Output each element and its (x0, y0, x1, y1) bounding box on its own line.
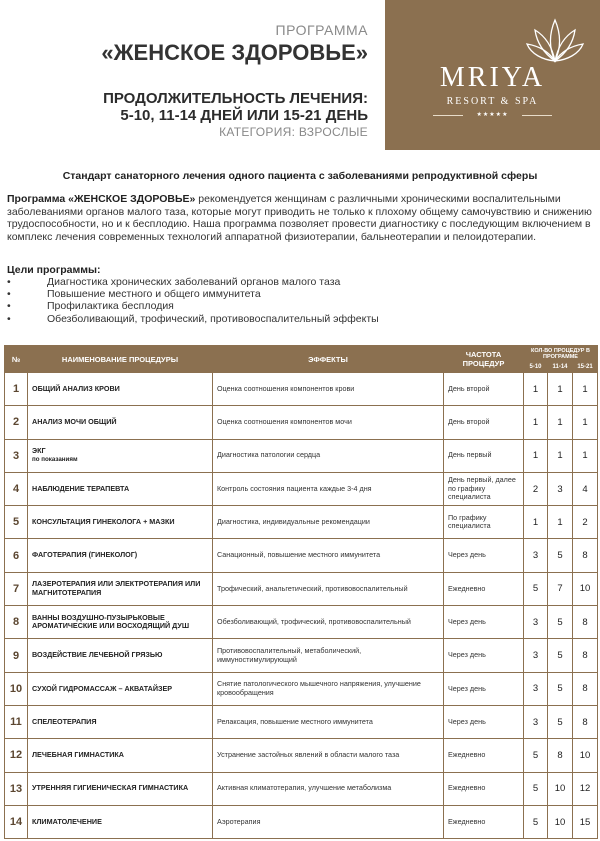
count-5-10: 1 (524, 373, 548, 406)
procedure-frequency: День второй (444, 406, 524, 439)
intro-text: рекомендуется женщинам с различными хроническими воспалительными заболеваниями органов малого таза, которые могут приводить не только к плохому общему самочувствию и снижению трудоспособности, но и к бесплодию. Наша программа позволяет провести диагностику с последующим включением в комплекс лечения современных технологий аппаратной физиотерапии, бальнеотерапии и пелоидотерапии. (7, 193, 592, 243)
count-5-10: 5 (524, 572, 548, 605)
procedure-name-cell (28, 606, 213, 639)
count-11-14: 1 (548, 439, 573, 472)
table-row (5, 672, 598, 705)
row-number: 12 (5, 739, 28, 772)
goal-item: • Обезболивающий, трофический, противовоспалительный эффекты (7, 312, 379, 325)
header-count: КОЛ-ВО ПРОЦЕДУР В ПРОГРАММЕ (524, 346, 598, 362)
program-label: ПРОГРАММА (275, 22, 368, 38)
procedure-frequency: Через день (444, 606, 524, 639)
brand-name: MRIYA (439, 62, 546, 93)
standard-title: Стандарт санаторного лечения одного пациента с заболеваниями репродуктивной сферы (62, 170, 538, 182)
row-number: 10 (5, 672, 28, 705)
procedure-name: СПЕЛЕОТЕРАПИЯ (32, 716, 97, 726)
procedure-name-cell (28, 772, 213, 805)
procedure-effect: Обезболивающий, трофический, противовоспалительный (213, 606, 444, 639)
count-5-10: 3 (524, 539, 548, 572)
brand-divider-right (522, 115, 552, 116)
table-row (5, 639, 598, 672)
brand-logo-panel (385, 0, 600, 150)
procedure-effect: Санационный, повышение местного иммунитета (213, 539, 444, 572)
header-name: НАИМЕНОВАНИЕ ПРОЦЕДУРЫ (28, 346, 213, 373)
procedure-effect: Аэротерапия (213, 805, 444, 838)
procedure-effect: Релаксация, повышение местного иммунитета (213, 705, 444, 738)
count-11-14: 1 (548, 506, 573, 539)
procedure-name-cell (28, 572, 213, 605)
duration-block (103, 90, 368, 139)
table-row (5, 406, 598, 439)
count-15-21: 8 (573, 639, 598, 672)
count-11-14: 5 (548, 639, 573, 672)
procedure-frequency: Через день (444, 672, 524, 705)
procedures-table (4, 345, 598, 839)
page-header (0, 0, 600, 150)
procedure-effect: Диагностика патологии сердца (213, 439, 444, 472)
program-title-block (101, 22, 368, 66)
bullet-icon: • (7, 288, 11, 301)
count-15-21: 1 (573, 439, 598, 472)
procedure-name-cell (28, 739, 213, 772)
count-11-14: 8 (548, 739, 573, 772)
row-number: 1 (5, 373, 28, 406)
count-11-14: 3 (548, 472, 573, 505)
procedure-name-cell (28, 805, 213, 838)
procedure-effect: Снятие патологического мышечного напряжения, улучшение кровообращения (213, 672, 444, 705)
row-number: 13 (5, 772, 28, 805)
table-row (5, 506, 598, 539)
lotus-icon (525, 16, 585, 66)
bullet-icon: • (7, 300, 11, 313)
count-15-21: 10 (573, 739, 598, 772)
count-15-21: 12 (573, 772, 598, 805)
table-row (5, 373, 598, 406)
row-number: 11 (5, 705, 28, 738)
count-5-10: 3 (524, 672, 548, 705)
count-5-10: 3 (524, 606, 548, 639)
count-15-21: 1 (573, 373, 598, 406)
procedure-effect: Диагностика, индивидуальные рекомендации (213, 506, 444, 539)
procedure-effect: Активная климатотерапия, улучшение метаболизма (213, 772, 444, 805)
count-11-14: 10 (548, 772, 573, 805)
procedure-name-cell (28, 506, 213, 539)
procedure-name: СУХОЙ ГИДРОМАССАЖ – АКВАТАЙЗЕР (32, 683, 173, 693)
count-5-10: 3 (524, 705, 548, 738)
program-name: «ЖЕНСКОЕ ЗДОРОВЬЕ» (101, 40, 368, 65)
count-15-21: 8 (573, 539, 598, 572)
procedure-name-cell (28, 705, 213, 738)
row-number: 3 (5, 439, 28, 472)
procedure-frequency: День первый, далее по графику специалиста (444, 472, 524, 505)
goals-title: Цели программы: (7, 264, 101, 276)
count-11-14: 7 (548, 572, 573, 605)
bullet-icon: • (7, 276, 11, 288)
count-11-14: 1 (548, 373, 573, 406)
goal-item: • Повышение местного и общего иммунитета (7, 288, 261, 301)
procedure-frequency: Через день (444, 639, 524, 672)
row-number: 5 (5, 506, 28, 539)
table-row (5, 539, 598, 572)
procedure-name: ВОЗДЕЙСТВИЕ ЛЕЧЕБНОЙ ГРЯЗЬЮ (32, 650, 163, 660)
procedure-effect: Оценка соотношения компонентов крови (213, 373, 444, 406)
procedure-frequency: День первый (444, 439, 524, 472)
count-11-14: 1 (548, 406, 573, 439)
procedure-effect: Контроль состояния пациента каждые 3-4 дня (213, 472, 444, 505)
header-effects: ЭФФЕКТЫ (213, 346, 444, 373)
count-5-10: 5 (524, 805, 548, 838)
count-11-14: 5 (548, 539, 573, 572)
row-number: 9 (5, 639, 28, 672)
intro-bold: Программа «ЖЕНСКОЕ ЗДОРОВЬЕ» (7, 193, 196, 205)
procedure-frequency: Ежедневно (444, 805, 524, 838)
brand-stars: ★★★★★ (476, 112, 509, 118)
procedure-frequency: Через день (444, 705, 524, 738)
procedure-name: ЛЕЧЕБНАЯ ГИМНАСТИКА (32, 750, 124, 760)
count-5-10: 1 (524, 506, 548, 539)
table-body (5, 373, 598, 839)
table-row (5, 439, 598, 472)
count-15-21: 8 (573, 672, 598, 705)
procedure-name-cell (28, 639, 213, 672)
row-number: 2 (5, 406, 28, 439)
procedure-note: по показаниям (32, 455, 78, 463)
row-number: 6 (5, 539, 28, 572)
procedure-name: ЛАЗЕРОТЕРАПИЯ ИЛИ ЭЛЕКТРОТЕРАПИЯ ИЛИ МАГНИТОТЕРАПИЯ (32, 579, 201, 597)
procedure-name-cell (28, 539, 213, 572)
header-frequency: ЧАСТОТА ПРОЦЕДУР (444, 346, 524, 373)
count-5-10: 1 (524, 439, 548, 472)
table-row (5, 705, 598, 738)
count-11-14: 5 (548, 705, 573, 738)
procedure-frequency: Ежедневно (444, 572, 524, 605)
goal-item: • Профилактика бесплодия (7, 300, 174, 313)
count-15-21: 1 (573, 406, 598, 439)
table-row (5, 739, 598, 772)
count-15-21: 2 (573, 506, 598, 539)
count-15-21: 4 (573, 472, 598, 505)
header-days-2: 11-14 (548, 362, 573, 373)
duration-line-2: 5-10, 11-14 ДНЕЙ ИЛИ 15-21 ДЕНЬ (120, 107, 368, 124)
duration-line-1: ПРОДОЛЖИТЕЛЬНОСТЬ ЛЕЧЕНИЯ: (103, 90, 368, 107)
procedure-effect: Трофический, анальгетический, противовоспалительный (213, 572, 444, 605)
procedure-frequency: День второй (444, 373, 524, 406)
goal-item: • Диагностика хронических заболеваний органов малого таза (7, 276, 341, 288)
procedure-effect: Оценка соотношения компонентов мочи (213, 406, 444, 439)
procedure-name: НАБЛЮДЕНИЕ ТЕРАПЕВТА (32, 483, 130, 493)
count-15-21: 15 (573, 805, 598, 838)
procedure-name: АНАЛИЗ МОЧИ ОБЩИЙ (32, 417, 117, 427)
table-row (5, 572, 598, 605)
count-15-21: 10 (573, 572, 598, 605)
procedure-frequency: Через день (444, 539, 524, 572)
brand-subtitle: RESORT & SPA (446, 96, 539, 107)
bullet-icon: • (7, 312, 11, 325)
table-row (5, 606, 598, 639)
procedure-name: ВАННЫ ВОЗДУШНО-ПУЗЫРЬКОВЫЕ АРОМАТИЧЕСКИЕ ИЛИ ВОСХОДЯЩИЙ ДУШ (32, 612, 190, 631)
count-5-10: 5 (524, 739, 548, 772)
procedure-name-cell (28, 672, 213, 705)
procedure-frequency: По графику специалиста (444, 506, 524, 539)
procedure-frequency: Ежедневно (444, 739, 524, 772)
header-num: № (5, 346, 28, 373)
procedure-name-cell (28, 439, 213, 472)
header-days-1: 5-10 (524, 362, 548, 373)
row-number: 7 (5, 572, 28, 605)
procedure-name: ОБЩИЙ АНАЛИЗ КРОВИ (32, 383, 120, 393)
category-label: КАТЕГОРИЯ: ВЗРОСЛЫЕ (219, 125, 368, 139)
header-days-3: 15-21 (573, 362, 598, 373)
procedure-name: КОНСУЛЬТАЦИЯ ГИНЕКОЛОГА + МАЗКИ (32, 517, 175, 527)
procedure-name: ФАГОТЕРАПИЯ (ГИНЕКОЛОГ) (32, 550, 138, 560)
table-row (5, 772, 598, 805)
count-11-14: 5 (548, 672, 573, 705)
count-5-10: 3 (524, 639, 548, 672)
count-5-10: 5 (524, 772, 548, 805)
procedure-name-cell (28, 373, 213, 406)
procedure-name-cell (28, 472, 213, 505)
count-15-21: 8 (573, 705, 598, 738)
row-number: 8 (5, 606, 28, 639)
procedure-effect: Противовоспалительный, метаболический, иммуностимулирующий (213, 639, 444, 672)
intro-paragraph (7, 193, 592, 243)
procedure-name-cell (28, 406, 213, 439)
procedure-name: ЭКГ (32, 446, 46, 456)
table-row (5, 472, 598, 505)
count-5-10: 1 (524, 406, 548, 439)
count-15-21: 8 (573, 606, 598, 639)
count-11-14: 5 (548, 606, 573, 639)
table-row (5, 805, 598, 838)
procedure-effect: Устранение застойных явлений в области малого таза (213, 739, 444, 772)
procedure-name: УТРЕННЯЯ ГИГИЕНИЧЕСКАЯ ГИМНАСТИКА (32, 783, 189, 793)
row-number: 14 (5, 805, 28, 838)
goals-list (7, 276, 379, 325)
row-number: 4 (5, 472, 28, 505)
count-5-10: 2 (524, 472, 548, 505)
count-11-14: 10 (548, 805, 573, 838)
procedure-frequency: Ежедневно (444, 772, 524, 805)
procedure-name: КЛИМАТОЛЕЧЕНИЕ (32, 816, 102, 826)
